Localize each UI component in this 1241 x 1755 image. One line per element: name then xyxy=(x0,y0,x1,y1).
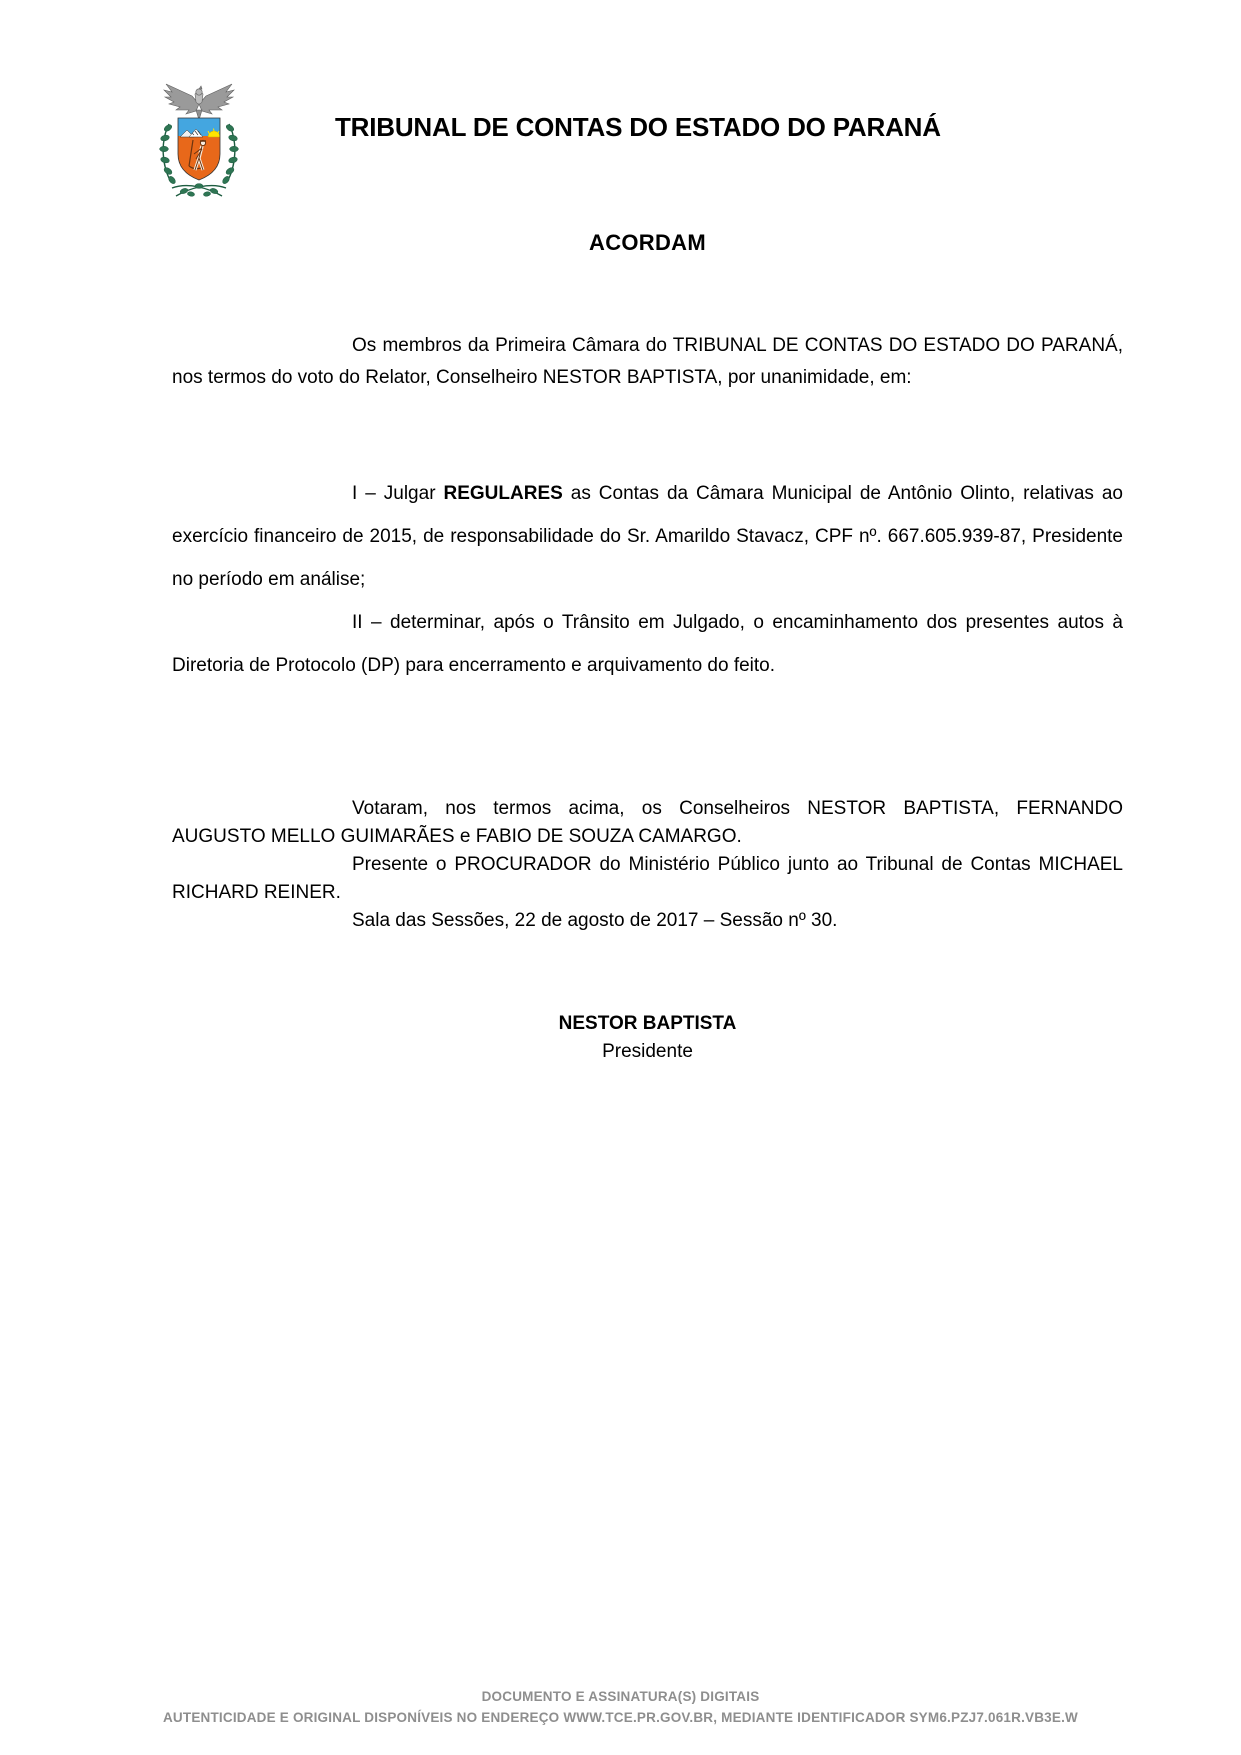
paragraph-presente: Presente o PROCURADOR do Ministério Público junto ao Tribunal de Contas MICHAEL RICHARD REINER. xyxy=(172,854,1123,903)
paragraph-intro xyxy=(172,330,1123,394)
parana-coat-of-arms-icon xyxy=(156,80,242,208)
eagle-icon xyxy=(164,84,234,120)
footer-line-1: DOCUMENTO E ASSINATURA(S) DIGITAIS xyxy=(481,1689,760,1704)
paragraph-items xyxy=(172,472,1123,687)
paragraph-intro-text: Os membros da Primeira Câmara do TRIBUNAL DE CONTAS DO ESTADO DO PARANÁ, nos termos do voto do Relator, Conselheiro NESTOR BAPTISTA, por unanimidade, em: xyxy=(172,335,1123,388)
section-heading-acordam: ACORDAM xyxy=(589,230,706,255)
paragraph-sala-sessoes: Sala das Sessões, 22 de agosto de 2017 – Sessão nº 30. xyxy=(352,910,838,931)
document-footer xyxy=(0,1686,1241,1728)
paragraph-item-2: II – determinar, após o Trânsito em Julgado, o encaminhamento dos presentes autos à Diretoria de Protocolo (DP) para encerramento e arquivamento do feito. xyxy=(172,612,1123,676)
item1-regulares: REGULARES xyxy=(443,483,563,504)
signature-role: Presidente xyxy=(602,1041,693,1062)
footer-line-2: AUTENTICIDADE E ORIGINAL DISPONÍVEIS NO ENDEREÇO WWW.TCE.PR.GOV.BR, MEDIANTE IDENTIFICADOR SYM6.PZJ7.061R.VB3E.W xyxy=(162,1710,1078,1725)
item1-suffix: as Contas da Câmara Municipal de Antônio Olinto, relativas ao exercício financeiro de 2015, de responsabilidade do Sr. Amarildo Stavacz, CPF nº. 667.605.939-87, Presidente no período em análise; xyxy=(172,483,1123,590)
paragraph-closing xyxy=(172,795,1123,935)
paragraph-item-1 xyxy=(172,472,1123,601)
shield-icon xyxy=(178,118,220,182)
signature-name: NESTOR BAPTISTA xyxy=(558,1013,737,1034)
paragraph-votaram: Votaram, nos termos acima, os Conselheiros NESTOR BAPTISTA, FERNANDO AUGUSTO MELLO GUIMARÃES e FABIO DE SOUZA CAMARGO. xyxy=(172,798,1123,847)
page-title: TRIBUNAL DE CONTAS DO ESTADO DO PARANÁ xyxy=(335,112,941,142)
signature-block xyxy=(172,1010,1123,1066)
item1-prefix: I – Julgar xyxy=(352,483,444,504)
